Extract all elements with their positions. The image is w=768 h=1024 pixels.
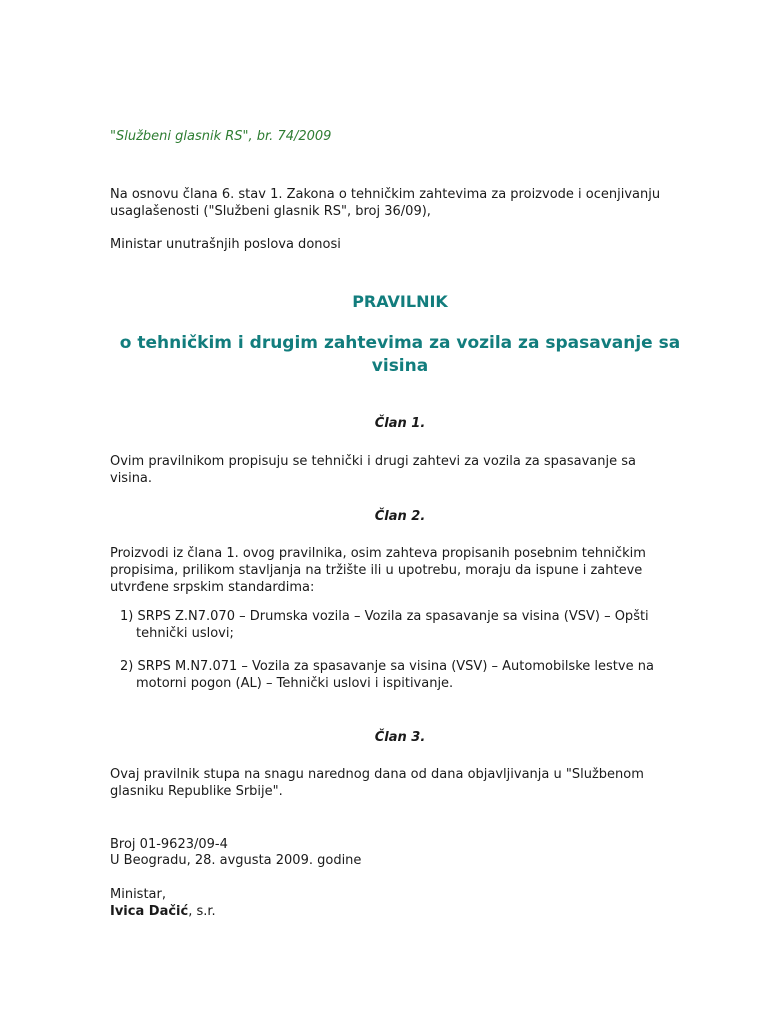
document-subtitle: o tehničkim i drugim zahtevima za vozila za spasavanje sa visina [119, 333, 681, 376]
gazette-source: "Službeni glasnik RS", br. 74/2009 [110, 129, 332, 144]
document-title: PRAVILNIK [352, 292, 448, 311]
document-number: Broj 01-9623/09-4 [110, 837, 228, 852]
legal-basis-paragraph: Na osnovu člana 6. stav 1. Zakona o tehničkim zahtevima za proizvode i ocenjivanju usaglašenosti ("Službeni glasnik RS", broj 36/09), [110, 187, 661, 219]
document-page [110, 0, 690, 1024]
article-3-heading: Član 3. [374, 730, 426, 745]
minister-issues-line: Ministar unutrašnjih poslova donosi [110, 237, 341, 252]
signatory-suffix: , s.r. [188, 904, 216, 919]
article-2-heading: Član 2. [374, 509, 426, 524]
list-item: 1) SRPS Z.N7.070 – Drumska vozila – Vozila za spasavanje sa visina (VSV) – Opšti tehnički uslovi; [120, 609, 649, 641]
place-date: U Beogradu, 28. avgusta 2009. godine [110, 853, 362, 868]
article-1-text: Ovim pravilnikom propisuju se tehnički i drugi zahtevi za vozila za spasavanje sa visina. [110, 454, 636, 486]
list-item: 2) SRPS M.N7.071 – Vozila za spasavanje sa visina (VSV) – Automobilske lestve na motorni pogon (AL) – Tehnički uslovi i ispitivanje. [120, 659, 654, 691]
signatory-line [110, 903, 680, 920]
article-1-heading: Član 1. [374, 416, 426, 431]
article-3-text: Ovaj pravilnik stupa na snagu narednog dana od dana objavljivanja u "Službenom glasniku Republike Srbije". [110, 767, 644, 799]
article-2-text: Proizvodi iz člana 1. ovog pravilnika, osim zahteva propisanih posebnim tehničkim propisima, prilikom stavljanja na tržište ili u upotrebu, moraju da ispune i zahteve utvrđene srpskim standardima: [110, 546, 646, 595]
signatory-role: Ministar, [110, 887, 166, 902]
signatory-name: Ivica Dačić [110, 904, 189, 919]
